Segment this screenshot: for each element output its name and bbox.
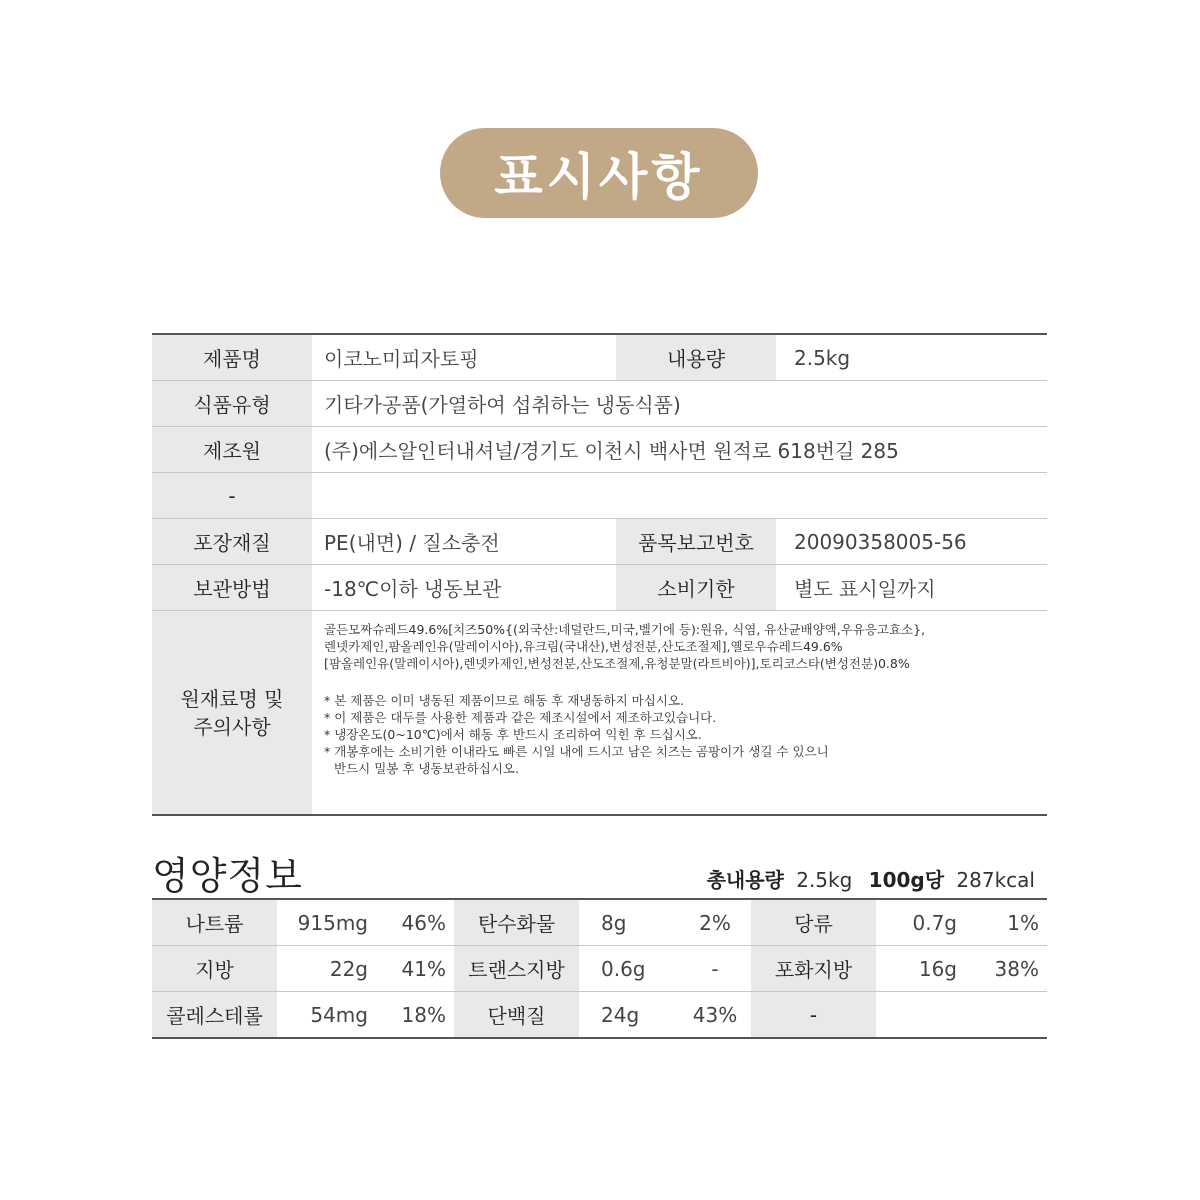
product-name-value: 이코노미피자토핑: [312, 334, 616, 381]
nutrient-label: 나트륨: [152, 899, 277, 946]
page-title: 표시사항: [440, 128, 758, 218]
caution-line: * 본 제품은 이미 냉동된 제품이므로 해동 후 재냉동하지 마십시오.: [324, 693, 684, 708]
ingredients-line: 골든모짜슈레드49.6%[치즈50%{(외국산:네덜란드,미국,벨기에 등):원유, 식염, 유산균배양액,우유응고효소},: [324, 622, 926, 637]
volume-value: 2.5kg: [776, 334, 1047, 381]
nutrient-label: 지방: [152, 946, 277, 992]
caution-line: * 냉장온도(0~10℃)에서 해동 후 반드시 조리하여 익힌 후 드십시오.: [324, 727, 702, 742]
nutrient-percent: 1%: [961, 899, 1047, 946]
table-row: [152, 992, 1047, 1039]
nutrient-percent: 43%: [692, 1002, 738, 1027]
table-row: [152, 899, 1047, 946]
product-name-label: 제품명: [152, 334, 312, 381]
nutrient-amount: 0.6g: [579, 946, 679, 992]
table-row: [152, 946, 1047, 992]
table-row: [152, 519, 1047, 565]
nutrient-amount: 54mg: [310, 1002, 368, 1027]
nutrient-amount: 24g: [601, 1002, 640, 1027]
nutrient-amount: [876, 992, 961, 1039]
blank-label: -: [152, 473, 312, 519]
table-row: [152, 427, 1047, 473]
total-value: 2.5kg: [796, 868, 853, 892]
nutrient-label: 콜레스테롤: [152, 992, 277, 1039]
table-row: [152, 565, 1047, 611]
volume-label: 내용량: [616, 334, 776, 381]
nutrition-summary: [707, 864, 1035, 893]
nutrient-percent: [961, 992, 1047, 1039]
table-row: [152, 381, 1047, 427]
nutrient-percent: 38%: [961, 946, 1047, 992]
ingredients-label-line2: 주의사항: [193, 714, 271, 739]
blank-value: [312, 473, 1047, 519]
per-label: 100g당: [868, 868, 945, 892]
caution-line: * 개봉후에는 소비기한 이내라도 빠른 시일 내에 드시고 남은 치즈는 곰팡이가 생길 수 있으니: [324, 744, 829, 759]
nutrient-label: 탄수화물: [454, 899, 579, 946]
manufacturer-value: (주)에스알인터내셔널/경기도 이천시 백사면 원적로 618번길 285: [312, 427, 1047, 473]
packaging-label: 포장재질: [152, 519, 312, 565]
report-number-label: 품목보고번호: [616, 519, 776, 565]
nutrition-table: [152, 898, 1047, 1039]
nutrient-percent: -: [679, 946, 751, 992]
nutrient-amount: 8g: [579, 899, 679, 946]
table-row: [152, 473, 1047, 519]
storage-label: 보관방법: [152, 565, 312, 611]
total-label: 총내용량: [706, 868, 784, 892]
storage-value: -18℃이하 냉동보관: [312, 565, 616, 611]
nutrient-label: 포화지방: [751, 946, 876, 992]
nutrient-amount: 22g: [277, 946, 372, 992]
packaging-value: PE(내면) / 질소충전: [312, 519, 616, 565]
table-row: [152, 334, 1047, 381]
ingredients-notes: [312, 611, 1047, 816]
manufacturer-label: 제조원: [152, 427, 312, 473]
table-row: [152, 611, 1047, 816]
ingredients-line: [팜올레인유(말레이시아),렌넷카제인,변성전분,산도조절제,유청분말(라트비아)],토리코스타(변성전분)0.8%: [324, 656, 910, 671]
expiry-label: 소비기한: [616, 565, 776, 611]
nutrient-label: 당류: [751, 899, 876, 946]
expiry-value: 별도 표시일까지: [776, 565, 1047, 611]
caution-line: * 이 제품은 대두를 사용한 제품과 같은 제조시설에서 제조하고있습니다.: [324, 710, 717, 725]
nutrient-label: -: [751, 992, 876, 1039]
nutrient-amount: 0.7g: [876, 899, 961, 946]
nutrient-percent: 18%: [401, 1002, 446, 1027]
nutrient-percent: 41%: [372, 946, 454, 992]
food-type-value: 기타가공품(가열하여 섭취하는 냉동식품): [312, 381, 1047, 427]
nutrition-title: 영양정보: [152, 854, 303, 898]
ingredients-line: 렌넷카제인,팜올레인유(말레이시아),유크림(국내산),변성전분,산도조절제],옐로우슈레드49.6%: [324, 639, 843, 654]
report-number-value: 20090358005-56: [776, 519, 1047, 565]
nutrient-percent: 2%: [679, 899, 751, 946]
nutrient-label: 단백질: [454, 992, 579, 1039]
ingredients-label: [152, 611, 312, 816]
nutrient-amount: 915mg: [277, 899, 372, 946]
food-type-label: 식품유형: [152, 381, 312, 427]
per-value: 287kcal: [956, 868, 1035, 892]
nutrient-amount: 16g: [876, 946, 961, 992]
nutrient-percent: 46%: [372, 899, 454, 946]
ingredients-label-line1: 원재료명 및: [180, 686, 284, 711]
caution-line: 반드시 밀봉 후 냉동보관하십시오.: [334, 761, 519, 776]
nutrient-label: 트랜스지방: [454, 946, 579, 992]
product-info-table: [152, 333, 1047, 816]
